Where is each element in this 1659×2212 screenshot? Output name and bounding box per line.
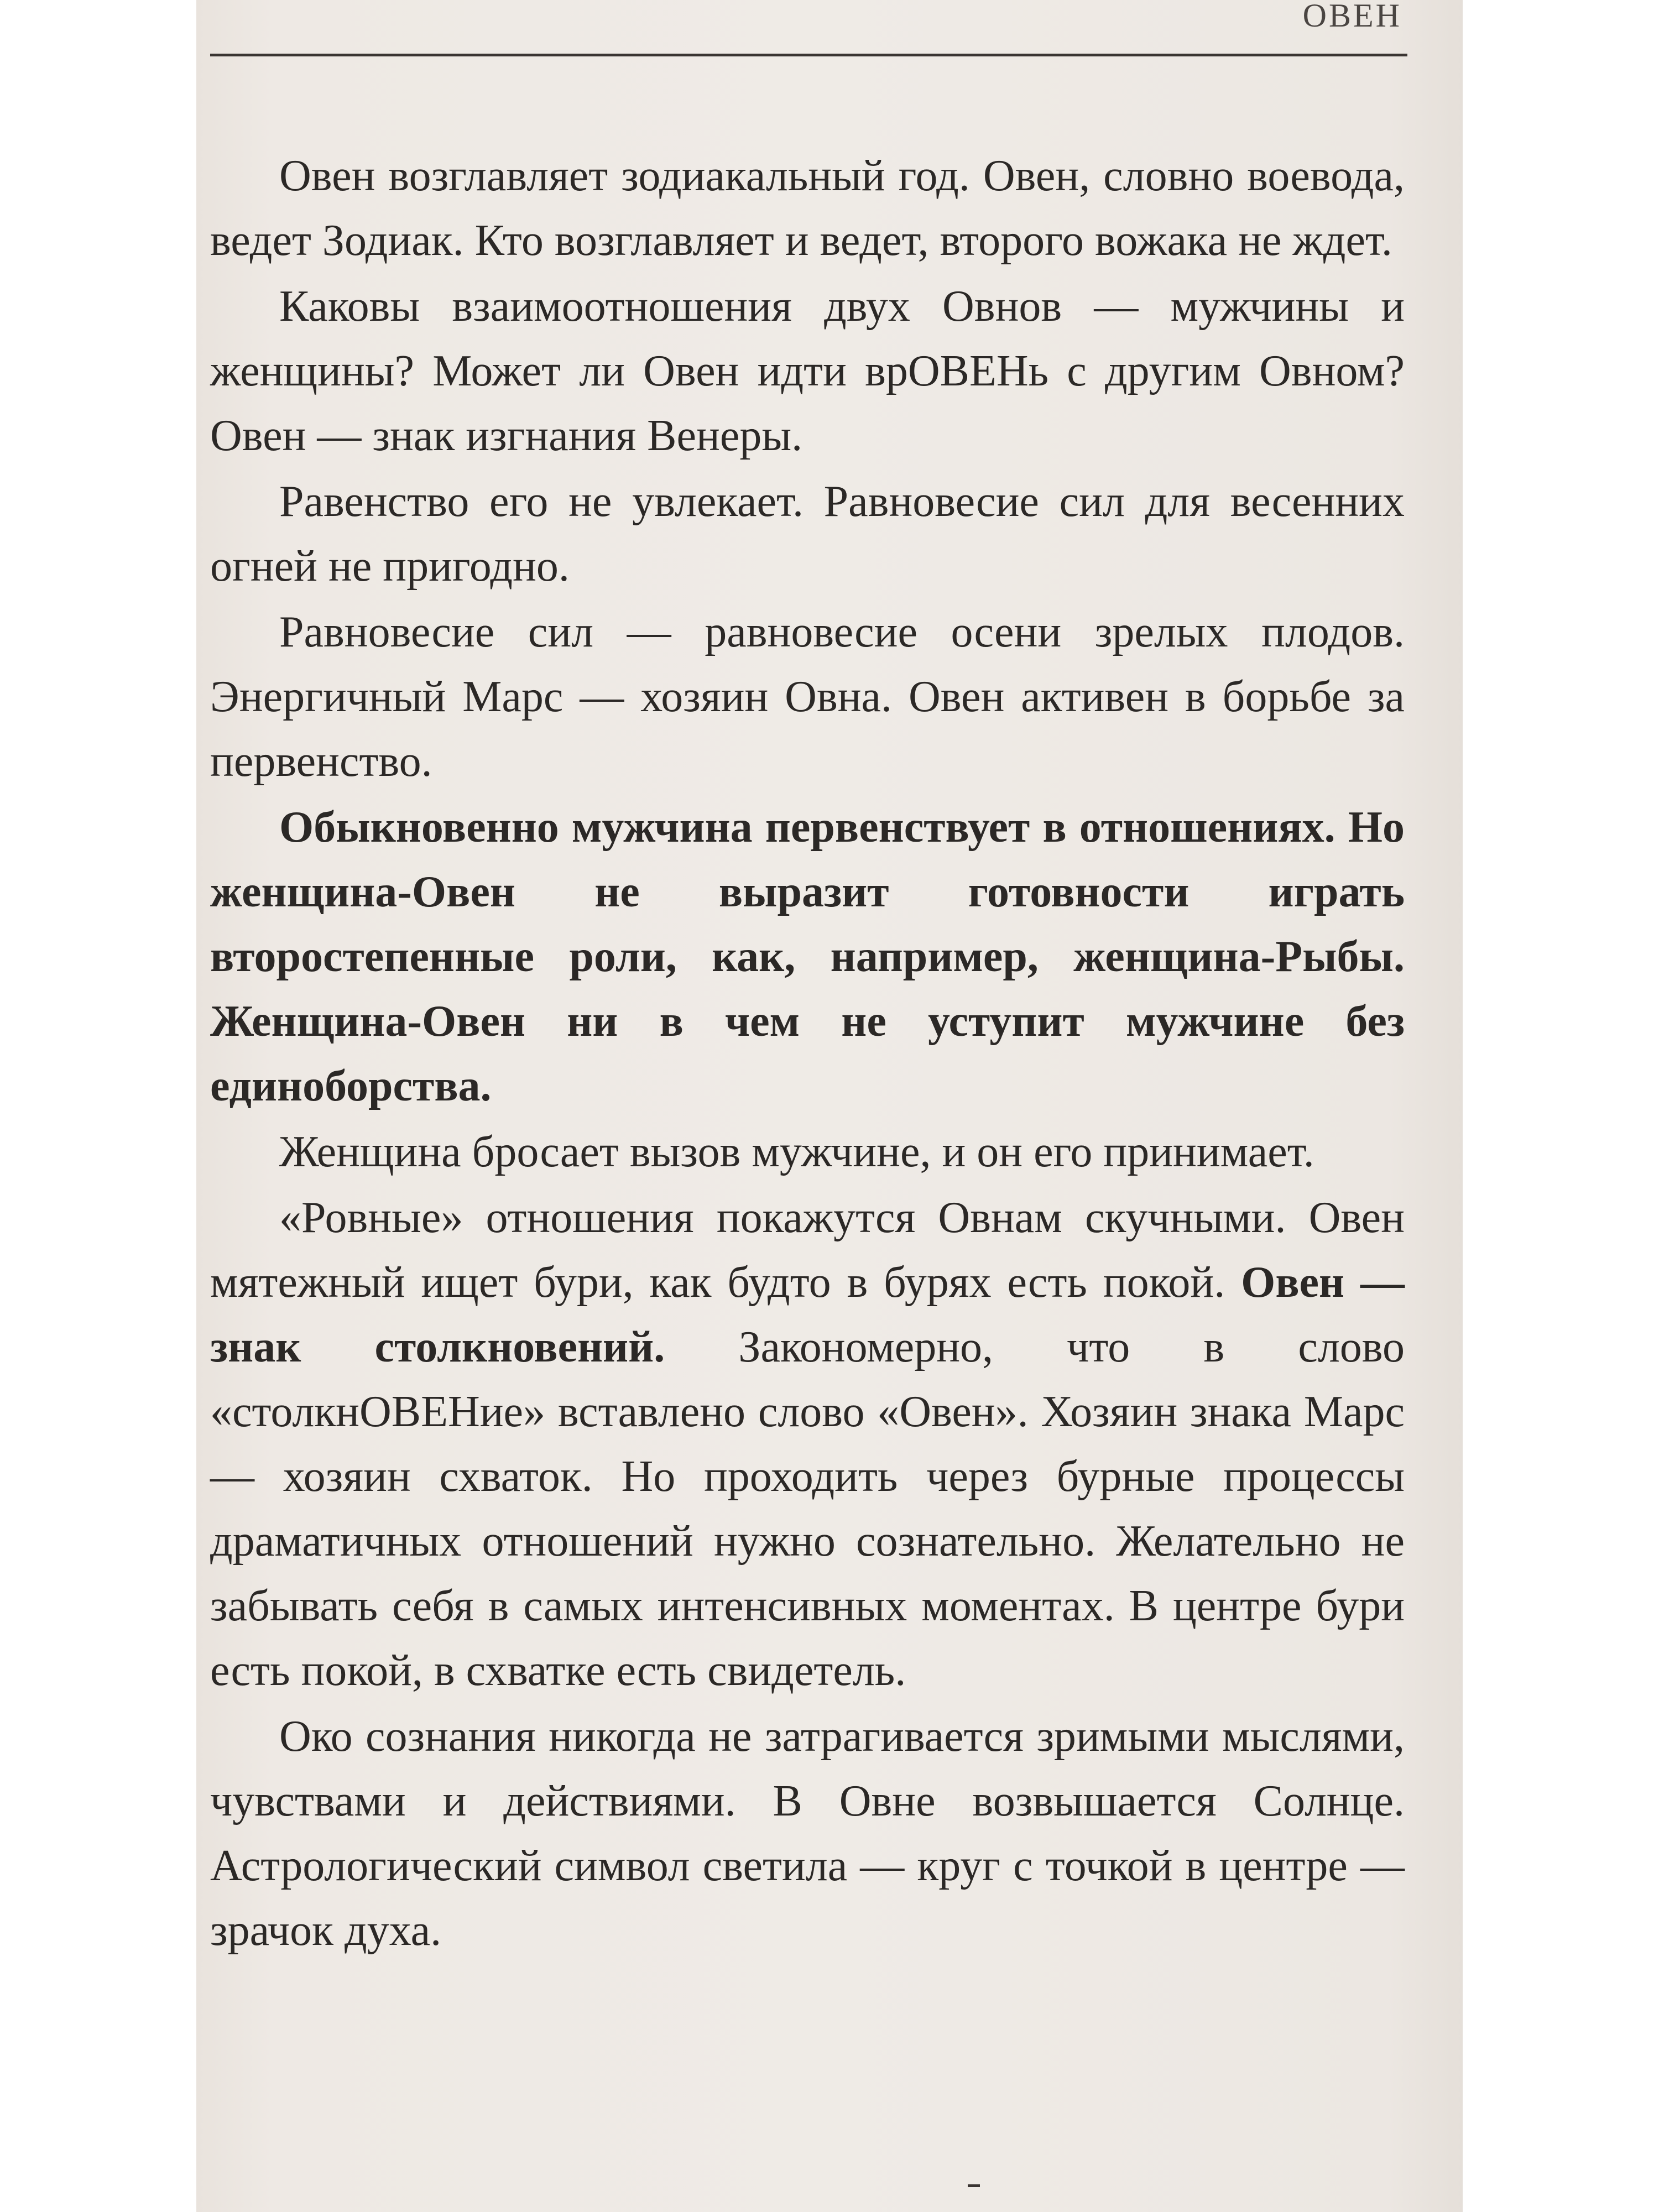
header-rule (210, 54, 1407, 56)
running-head: ОВЕН (1302, 0, 1402, 34)
paragraph-2: Каковы взаимоотношения двух Овнов — мужчины и женщины? Может ли Овен идти врОВЕНь с другим Овном? Овен — знак изгнания Венеры. (210, 282, 1405, 460)
paragraph-7-text-b: Закономерно, что в слово «столкнОВЕНие» вставлено слово «Овен». Хозяин знака Марс — хозяин схваток. Но проходить через бурные процессы драматичных отношений нужно сознательно. Желательно не забывать себя в самых интенсивных моментах. В центре бури есть покой, в схватке есть свидетель. (210, 1323, 1405, 1695)
paragraph-3: Равенство его не увлекает. Равновесие сил для весенних огней не пригодно. (210, 477, 1405, 591)
paragraph-7-bold: Овен — знак столкновений. (210, 1258, 1405, 1371)
paragraph-4: Равновесие сил — равновесие осени зрелых плодов. Энергичный Марс — хозяин Овна. Овен активен в борьбе за первенство. (210, 608, 1405, 786)
paragraph-7-text-a: «Ровные» отношения покажутся Овнам скучными. Овен мятежный ищет бури, как будто в бурях есть покой. (210, 1193, 1405, 1307)
book-page (196, 0, 1463, 2212)
page-text (210, 144, 1405, 1963)
paragraph-5-bold: Обыкновенно мужчина первенствует в отношениях. Но женщина-Овен не выразит готовности играть второстепенные роли, как, например, женщина-Рыбы. Женщина-Овен ни в чем не уступит мужчине без единоборства. (210, 803, 1405, 1110)
footer-dash (968, 2184, 980, 2187)
paragraph-7 (210, 1186, 1405, 1703)
paragraph-1: Овен возглавляет зодиакальный год. Овен, словно воевода, ведет Зодиак. Кто возглавляет и ведет, второго вожака не ждет. (210, 152, 1405, 265)
paragraph-8: Око сознания никогда не затрагивается зримыми мыслями, чувствами и действиями. В Овне возвышается Солнце. Астрологический символ светила — круг с точкой в центре — зрачок духа. (210, 1712, 1405, 1955)
paragraph-6: Женщина бросает вызов мужчине, и он его принимает. (279, 1128, 1314, 1176)
